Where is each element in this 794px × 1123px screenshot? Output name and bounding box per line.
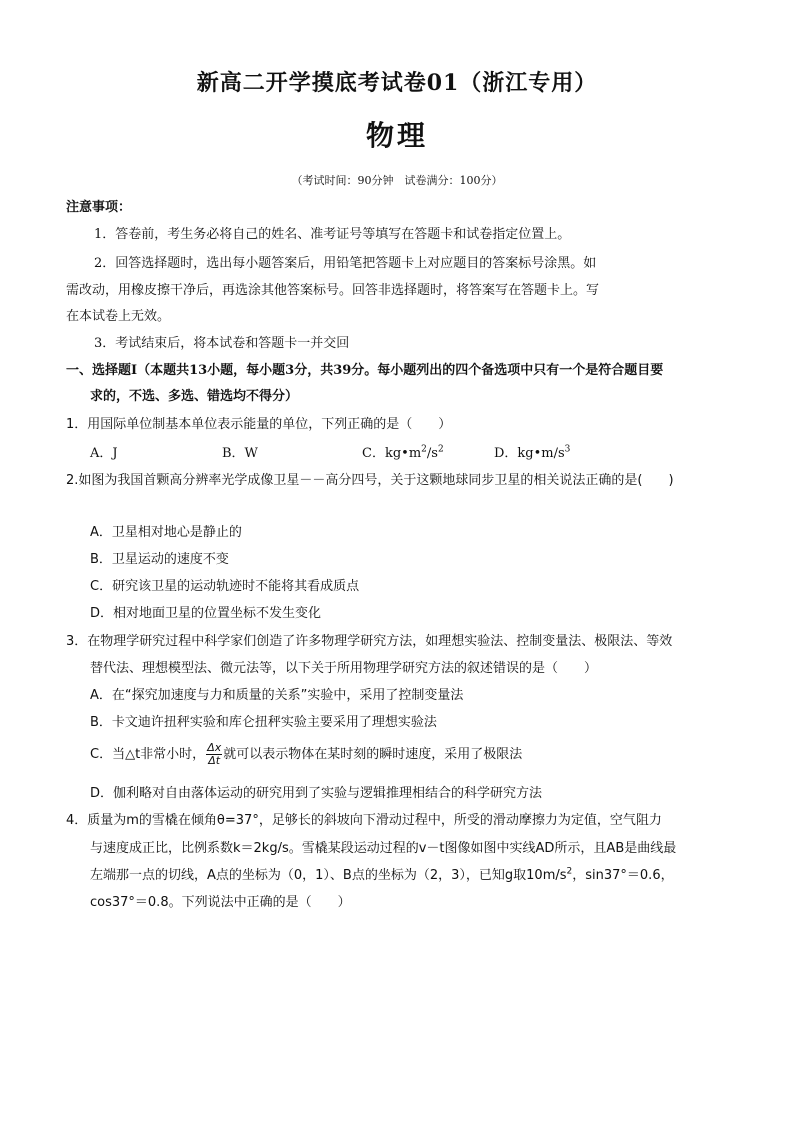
q4-line-3: 左端那一点的切线，A点的坐标为（0，1）、B点的坐标为（2，3），已知g取$10m/s^2$，sin37°＝0.6，: [90, 866, 674, 883]
q1-option-a: A．J: [90, 446, 118, 461]
notice-item-3: 3．考试结束后，将本试卷和答题卡一并交回: [94, 336, 350, 351]
notice-heading: 注意事项：: [66, 200, 132, 215]
notice-item-1: 1．答卷前，考生务必将自己的姓名、准考证号等填写在答题卡和试卷指定位置上。: [94, 227, 571, 242]
q2-option-c: C．研究该卫星的运动轨迹时不能将其看成质点: [90, 579, 360, 594]
q4-line-4: cos37°＝0.8。下列说法中正确的是（ ）: [90, 895, 351, 910]
notice-item-2-line-1: 2．回答选择题时，选出每小题答案后，用铅笔把答题卡上对应题目的答案标号涂黑。如: [94, 256, 597, 271]
q3-option-b: B．卡文迪许扭秤实验和库仑扭秤实验主要采用了理想实验法: [90, 715, 437, 730]
notice-item-2-line-3: 在本试卷上无效。: [66, 309, 171, 324]
q1-stem: 1．用国际单位制基本单位表示能量的单位，下列正确的是（ ）: [66, 417, 452, 432]
q1-options: [90, 445, 760, 463]
q2-option-d: D．相对地面卫星的位置坐标不发生变化: [90, 606, 322, 621]
q2-stem: 2.如图为我国首颗高分辨率光学成像卫星－－高分四号，关于这颗地球同步卫星的相关说法正确的是( ): [66, 473, 674, 488]
section-1-heading-line-1: 一、选择题Ⅰ（本题共13小题，每小题3分，共39分。每小题列出的四个备选项中只有一个是符合题目要: [66, 363, 664, 378]
subject-title: 物理: [365, 119, 428, 152]
q3-stem-line-2: 替代法、理想模型法、微元法等，以下关于所用物理学研究方法的叙述错误的是（ ）: [90, 661, 598, 676]
notice-item-2-line-2: 需改动，用橡皮擦干净后，再选涂其他答案标号。回答非选择题时，将答案写在答题卡上。写: [66, 283, 600, 298]
q3-option-d: D．伽利略对自由落体运动的研究用到了实验与逻辑推理相结合的科学研究方法: [90, 786, 543, 801]
q2-option-b: B．卫星运动的速度不变: [90, 552, 229, 567]
q1-option-c: C．$kg•m^2/s^2$: [362, 444, 444, 461]
q3-option-c: C．当△t非常小时， $\frac{\Delta x}{\Delta t}$ 就可以表示物体在某时刻的瞬时速度，采用了极限法: [90, 741, 523, 767]
exam-title: 新高二开学摸底考试卷01（浙江专用）: [196, 70, 598, 96]
q3-stem-line-1: 3．在物理学研究过程中科学家们创造了许多物理学研究方法，如理想实验法、控制变量法、极限法、等效: [66, 634, 673, 649]
q1-option-b: B．W: [222, 446, 258, 461]
q4-line-1: 4．质量为m的雪橇在倾角θ=37°，足够长的斜坡向下滑动过程中，所受的滑动摩擦力为定值，空气阻力: [66, 813, 662, 828]
exam-info: （考试时间：90分钟 试卷满分：100分）: [291, 174, 503, 187]
q3-option-a: A．在“探究加速度与力和质量的关系”实验中，采用了控制变量法: [90, 688, 464, 703]
section-1-heading-line-2: 求的，不选、多选、错选均不得分）: [90, 389, 299, 404]
q2-option-a: A．卫星相对地心是静止的: [90, 525, 242, 540]
q1-option-d: D．$kg•m/s^3$: [494, 444, 571, 461]
delta-x-over-delta-t-fraction: $\frac{\Delta x}{\Delta t}$: [207, 741, 222, 767]
q4-line-2: 与速度成正比，比例系数k＝2kg/s。雪橇某段运动过程的v－t图像如图中实线AD所示，且AB是曲线最: [90, 841, 677, 856]
